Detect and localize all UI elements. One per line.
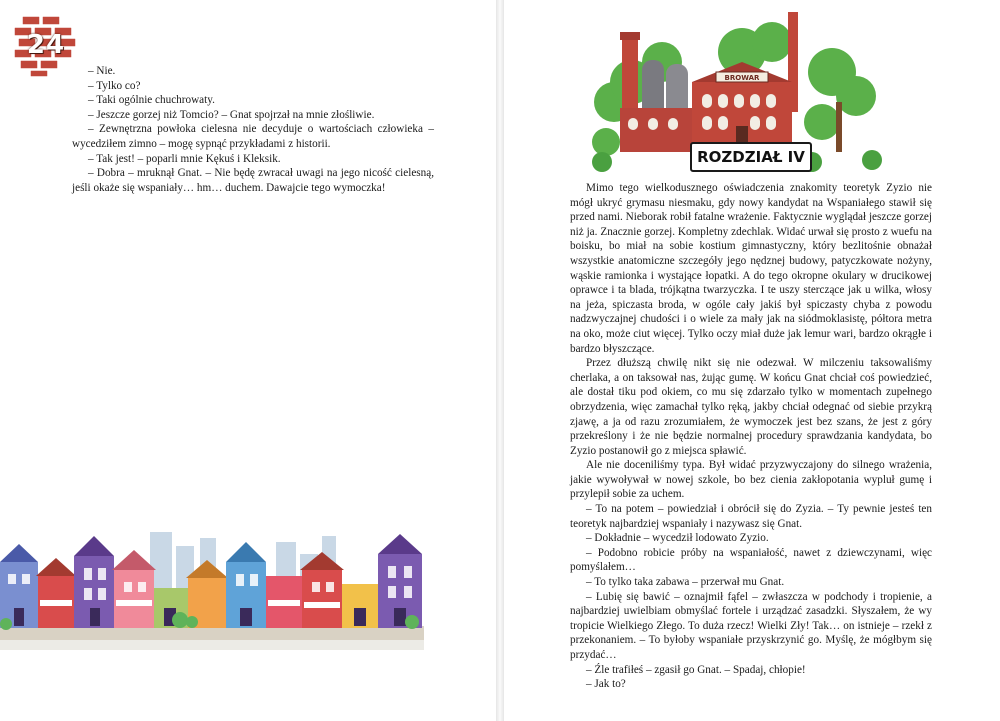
paragraph: – Podobno robicie próby na wspaniałość, nawet z dziewczynami, więc pomyślałem…: [570, 546, 932, 574]
book-gutter: [496, 0, 504, 721]
chapter-title: ROZDZIAŁ IV: [690, 142, 812, 172]
brewery-sign: BROWAR: [724, 74, 760, 82]
paragraph: – Jak to?: [586, 678, 626, 691]
paragraph: – Dobra – mruknął Gnat. – Nie będę zwracał uwagi na jego nicość cielesną, jeśli okaże się wspaniały… hm… duchem. Dawajcie tego wymoczka!: [72, 167, 434, 194]
page-number-badge: [14, 14, 78, 78]
paragraph: – Lubię się bawić – oznajmił fąfel – zwłaszcza w podchody i tropienie, a najbardziej uwielbiam obmyślać fortele i urządzać zasadzki. Słyszałem, że wy tropicie Wielkiego Złego. To duża rzecz! Wielki Zły! Tak… on istnieje – rzekł z przekonaniem. – To byłoby wspaniałe przyskrzynić go. Myślę, że mógłbym się przydać…: [570, 590, 932, 661]
paragraph: – Zewnętrzna powłoka cielesna nie decyduje o wartościach człowieka – wycedziłem zimno – mogę sypnąć przykładami z historii.: [72, 123, 434, 150]
paragraph: – Taki ogólnie chuchrowaty.: [88, 94, 215, 107]
paragraph: – Jeszcze gorzej niż Tomcio? – Gnat spojrzał na mnie złośliwie.: [88, 108, 375, 121]
paragraph: Mimo tego wielkodusznego oświadczenia znakomity teoretyk Zyzio nie mógł ukryć grymasu niesmaku, gdy nowy kandydat na Wspaniałego stawił się przed nami. Nieborak robił fatalne wrażenie. Faktycznie wyglądał jeszcze gorzej niż ja. Znacznie gorzej. Kompletny zdechlak. Widać urwał się prosto z wuefu na boisku, bo miał na sobie kostium gimnastyczny, który bezlitośnie obnażał wszystkie anatomiczne szczegóły jego nędznej budowy, patyczkowate nożyny, wąskie ramionka i wystające łopatki. A do tego okropne okulary w drucikowej oprawce i ta blada, trójkątna twarzyczka. I te uszy sterczące jak u wilka, włosy na jeża, spiczasta broda, w ogóle cały jakiś był spiczasty chyba z powodu nadzwyczajnej chudości i o wiele za mały jak na siódmoklasistę, półtora metra na oko, może ciut więcej. Tylko oczy miał duże jak lemur wari, bardzo okrągłe i bardzo błyszczące.: [570, 182, 932, 355]
paragraph: – Tylko co?: [88, 79, 141, 92]
left-page-text: [72, 64, 434, 195]
paragraph: – Nie.: [88, 65, 116, 77]
paragraph: – To tylko taka zabawa – przerwał mu Gnat.: [586, 576, 785, 589]
right-page-text: [570, 181, 932, 692]
paragraph: Ale nie doceniliśmy typa. Był widać przyzwyczajony do silnego wrażenia, jakie wywoływał w nowej szkole, bo bez cienia zakłopotania wypluł gumę i przylepił sobie za uchem.: [570, 459, 932, 501]
paragraph: – Tak jest! – poparli mnie Kękuś i Kleksik.: [88, 152, 281, 165]
page-number: 24: [26, 30, 66, 60]
paragraph: – To na potem – powiedział i obrócił się do Zyzia. – Ty pewnie jesteś ten teoretyk najbardziej wspaniały i nazywasz się Gnat.: [570, 503, 932, 530]
paragraph: – Dokładnie – wycedził lodowato Zyzio.: [586, 532, 769, 545]
paragraph: Przez dłuższą chwilę nikt się nie odezwał. W milczeniu taksowaliśmy cherlaka, a on taksował nas, żując gumę. W końcu Gnat chciał coś powiedzieć, ale dostał tiku pod okiem, co mu się zdarzało tylko w momentach zupełnego obrzydzenia, więc zamachał tylko ręką, jakby chciał odegnać od siebie przykrą zjawę, a ja od razu zrozumiałem, że wymoczek jest bez szans, że jest z góry przekreślony i że nie będzie normalnej procedury sprawdzania kandydata, bo Zyzio postanowił go z miejsca spławić.: [570, 357, 932, 457]
paragraph: – Źle trafiłeś – zgasił go Gnat. – Spadaj, chłopie!: [586, 663, 806, 676]
town-street-houses-icon: [0, 528, 424, 654]
